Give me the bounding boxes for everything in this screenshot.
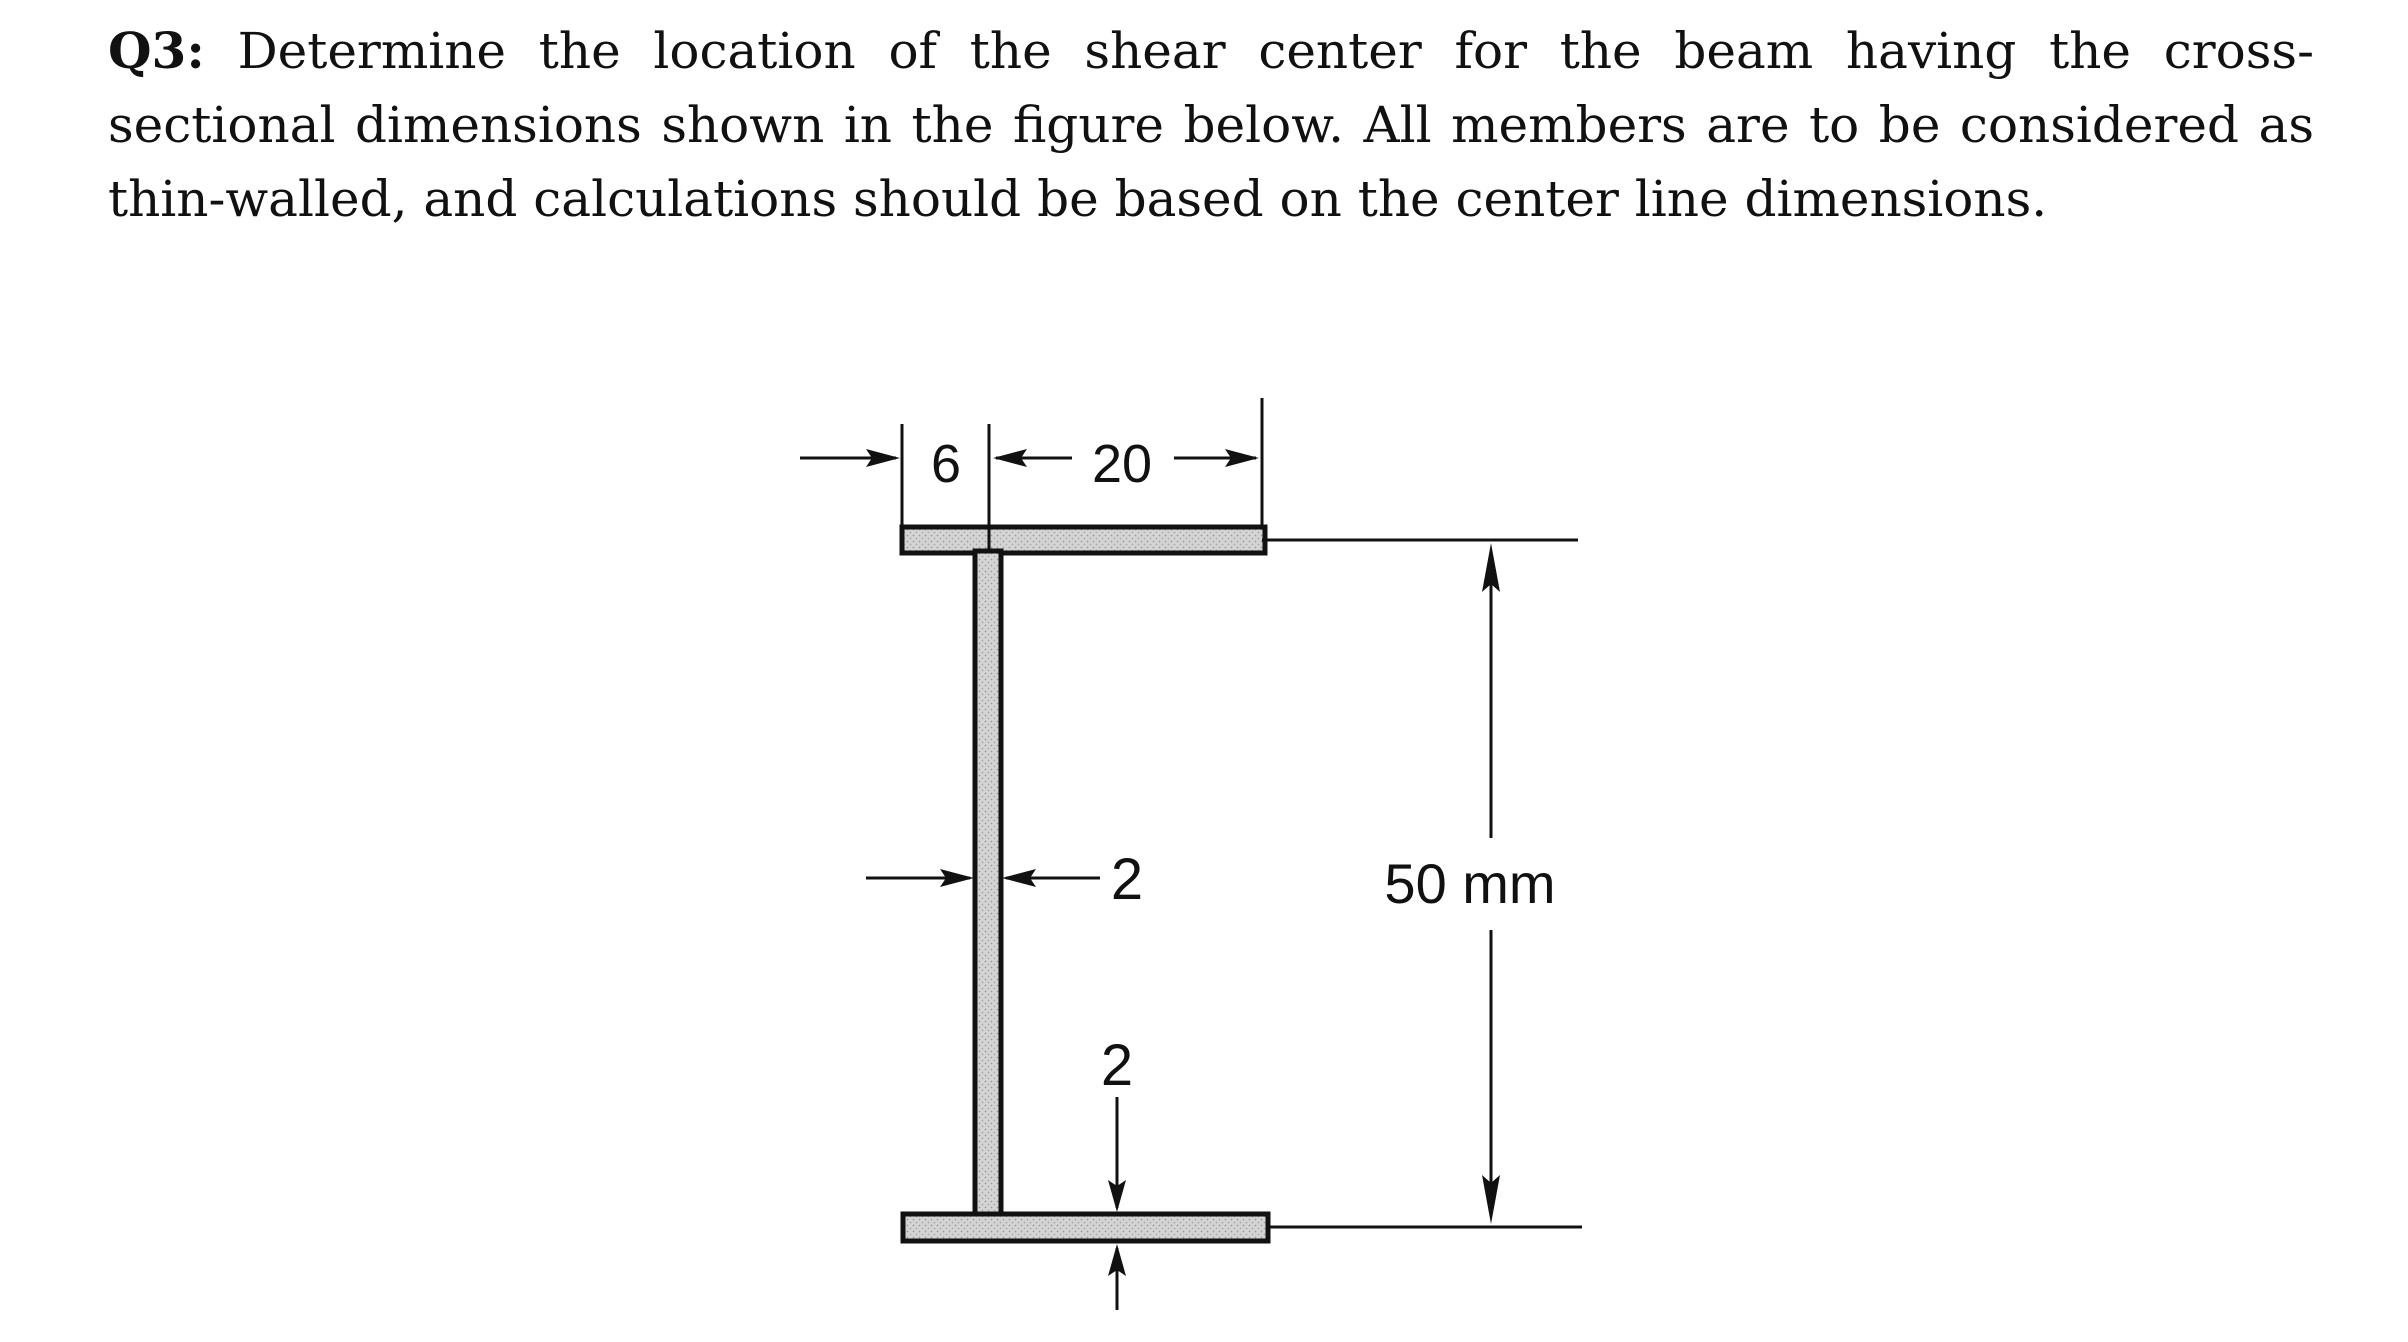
dim-label-web-thickness: 2 (1110, 847, 1144, 912)
question-text: Determine the location of the shear center for the beam having the cross-sectional dimensions shown in the figure below. All members are to be considered as thin-walled, and calculations should be based on the center line dimensions. (108, 22, 2314, 228)
dim-label-height: 50 mm (1384, 852, 1556, 915)
beam-section (902, 527, 1268, 1241)
dim-label-6: 6 (930, 434, 962, 494)
bottom-flange (903, 1214, 1268, 1241)
question-label: Q3: (108, 21, 205, 80)
dim-label-flange-thickness: 2 (1100, 1033, 1134, 1098)
top-flange (902, 527, 1265, 553)
web (975, 551, 1001, 1218)
dim-label-20: 20 (1091, 434, 1153, 494)
